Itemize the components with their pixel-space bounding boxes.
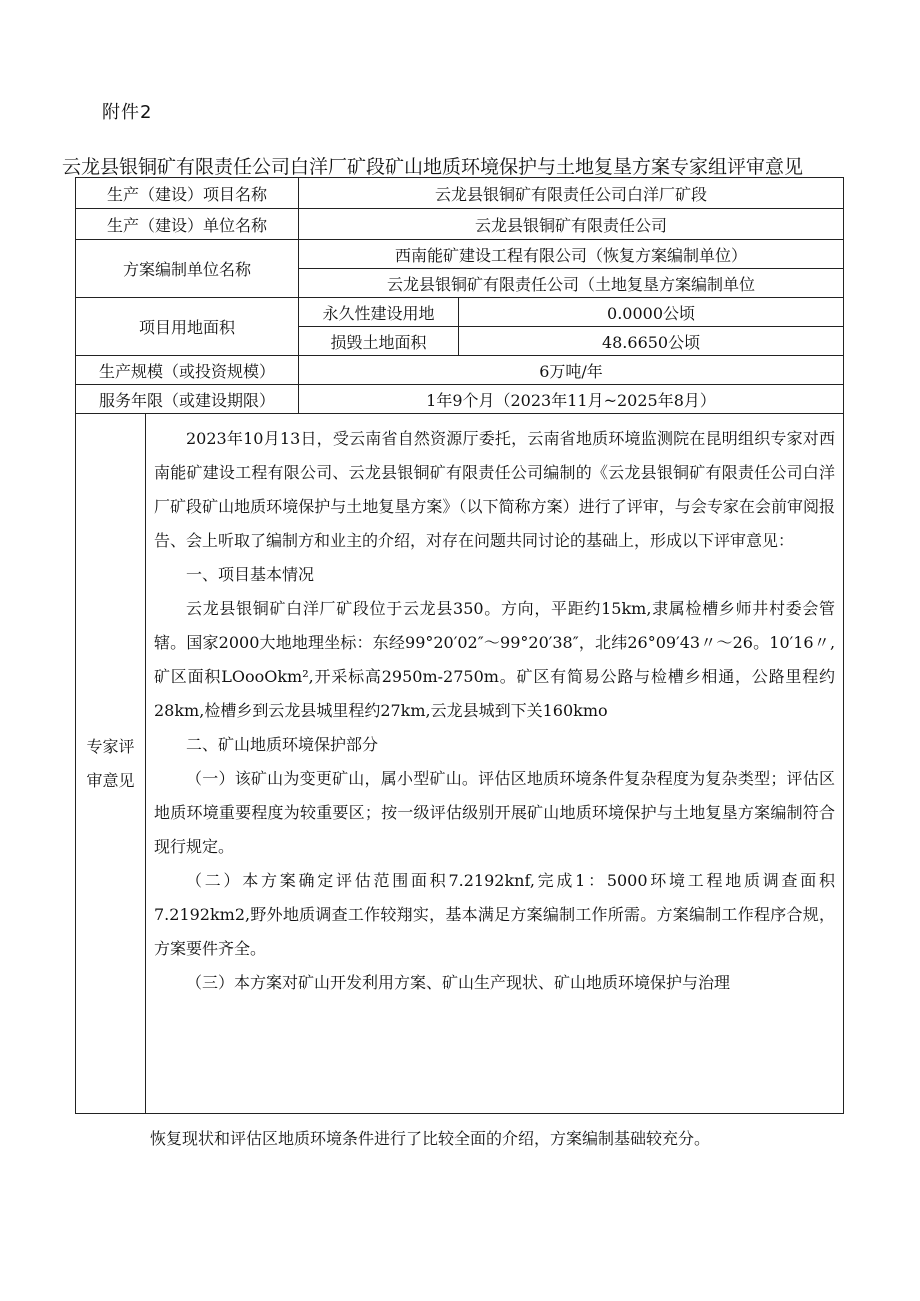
opinion-heading: 二、矿山地质环境保护部分 (186, 735, 379, 754)
review-form-table (75, 177, 844, 1114)
damaged-land-label: 损毁土地面积 (299, 327, 459, 356)
document-title: 云龙县银铜矿有限责任公司白洋厂矿段矿山地质环境保护与土地复垦方案专家组评审意见 (62, 156, 804, 178)
opinion-paragraph: （一）该矿山为变更矿山，属小型矿山。评估区地质环境条件复杂程度为复杂类型；评估区地质环境重要程度为较重要区；按一级评估级别开展矿山地质环境保护与土地复垦方案编制符合现行规定。 (154, 769, 836, 856)
scale-label: 生产规模（或投资规模） (76, 356, 299, 385)
land-area-label: 项目用地面积 (76, 298, 299, 356)
permanent-land-label: 永久性建设用地 (299, 298, 459, 327)
expert-opinion-body (146, 414, 844, 1114)
unit-name-value: 云龙县银铜矿有限责任公司 (299, 209, 844, 240)
compiler-label: 方案编制单位名称 (76, 240, 299, 298)
continuation-text: 恢复现状和评估区地质环境条件进行了比较全面的介绍，方案编制基础较充分。 (150, 1129, 711, 1148)
opinion-paragraph: （三）本方案对矿山开发利用方案、矿山生产现状、矿山地质环境保护与治理 (186, 973, 731, 992)
attachment-label: 附件2 (102, 102, 153, 123)
compiler-value-1: 西南能矿建设工程有限公司（恢复方案编制单位） (299, 240, 844, 269)
opinion-heading: 一、项目基本情况 (186, 565, 315, 584)
unit-name-label: 生产（建设）单位名称 (76, 209, 299, 240)
project-name-value: 云龙县银铜矿有限责任公司白洋厂矿段 (299, 178, 844, 209)
project-name-label: 生产（建设）项目名称 (76, 178, 299, 209)
damaged-land-value: 48.6650公顷 (459, 327, 844, 356)
term-label: 服务年限（或建设期限） (76, 385, 299, 414)
opinion-paragraph: 2023年10月13日，受云南省自然资源厅委托，云南省地质环境监测院在昆明组织专家对西南能矿建设工程有限公司、云龙县银铜矿有限责任公司编制的《云龙县银铜矿有限责任公司白洋厂矿段矿山地质环境保护与土地复垦方案》（以下简称方案）进行了评审，与会专家在会前审阅报告、会上听取了编制方和业主的介绍，对存在问题共同讨论的基础上，形成以下评审意见： (154, 429, 836, 550)
term-value: 1年9个月（2023年11月~2025年8月） (299, 385, 844, 414)
scale-value: 6万吨/年 (299, 356, 844, 385)
expert-opinion-label: 专家评审意见 (76, 414, 146, 1114)
opinion-paragraph: （二）本方案确定评估范围面积7.2192knf,完成1：5000环境工程地质调查面积7.2192km2,野外地质调查工作较翔实，基本满足方案编制工作所需。方案编制工作程序合规，方案要件齐全。 (154, 871, 836, 958)
opinion-paragraph: 云龙县银铜矿白洋厂矿段位于云龙县350。方向，平距约15km,隶属检槽乡师井村委会管辖。国家2000大地地理坐标：东经99°20′02″～99°20′38″，北纬26°09′43〃～26。10′16〃,矿区面积LOooOkm²,开采标高2950m-2750m。矿区有简易公路与检槽乡相通，公路里程约28km,检槽乡到云龙县城里程约27km,云龙县城到下关160kmo (154, 599, 836, 720)
permanent-land-value: 0.0000公顷 (459, 298, 844, 327)
compiler-value-2: 云龙县银铜矿有限责任公司（土地复垦方案编制单位 (299, 269, 844, 298)
